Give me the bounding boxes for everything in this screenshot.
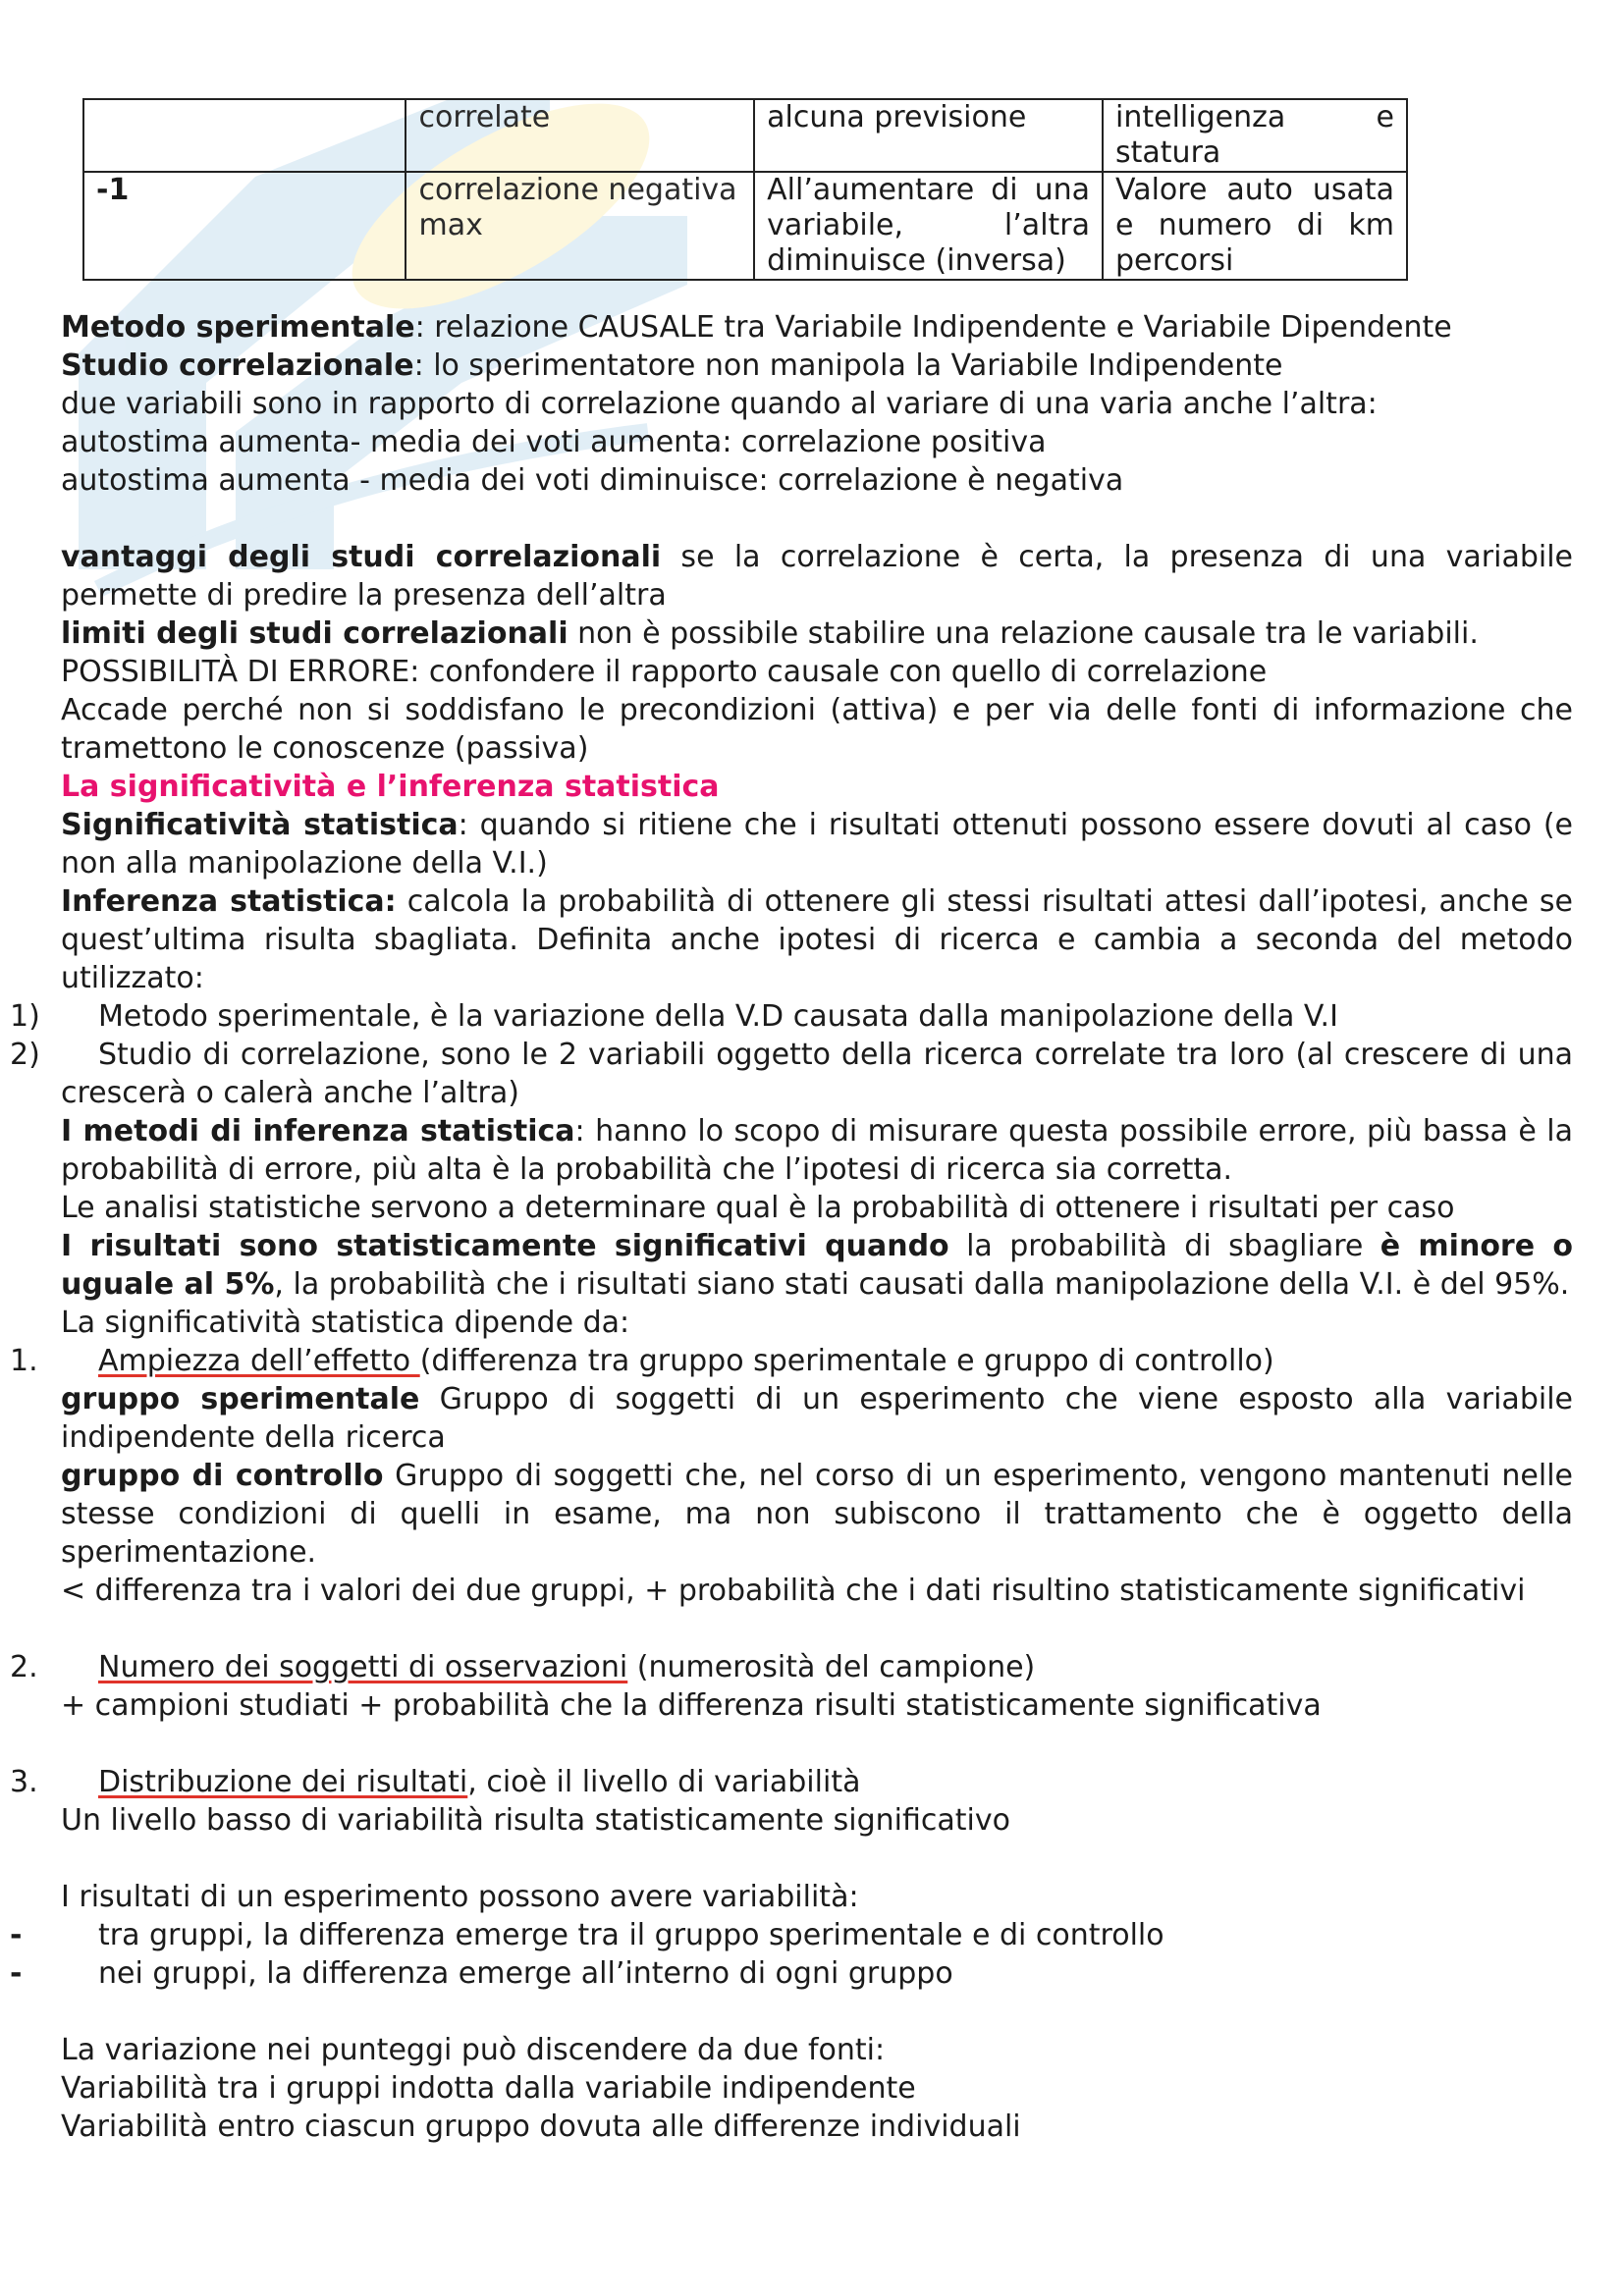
paragraph: < differenza tra i valori dei due gruppi, + probabilità che i dati risultino statisticamente significativi xyxy=(61,1574,1526,1608)
table-cell-coefficient xyxy=(83,99,406,172)
paragraph xyxy=(61,308,1573,347)
term-text: Gruppo di soggetti di un esperimento che viene esposto alla variabile indipendente della ricerca xyxy=(61,1382,1573,1455)
list-item xyxy=(10,1648,1573,1686)
list-marker: 1. xyxy=(10,1344,38,1378)
list-marker: 1) xyxy=(10,999,40,1034)
list-item xyxy=(10,997,1573,1036)
paragraph: Un livello basso di variabilità risulta statisticamente significativo xyxy=(61,1803,1010,1838)
list-text: (numerosità del campione) xyxy=(627,1650,1036,1684)
paragraph: La variazione nei punteggi può discendere da due fonti: xyxy=(61,2033,886,2067)
table-cell-effect: alcuna previsione xyxy=(754,99,1103,172)
paragraph xyxy=(61,1227,1573,1304)
list-item xyxy=(10,1954,1573,1993)
list-item xyxy=(10,1036,1573,1112)
paragraph xyxy=(61,1457,1573,1572)
paragraph xyxy=(61,538,1573,614)
term-label: I metodi di inferenza statistica xyxy=(61,1114,575,1148)
term-text: : relazione CAUSALE tra Variabile Indipendente e Variabile Dipendente xyxy=(414,310,1452,345)
underlined-term: Numero dei soggetti di osservazioni xyxy=(98,1650,628,1684)
paragraph: I risultati di un esperimento possono avere variabilità: xyxy=(61,1880,859,1914)
table-cell-effect: All’aumentare di una variabile, l’altra diminuisce (inversa) xyxy=(754,172,1103,280)
paragraph xyxy=(61,882,1573,997)
list-text: Studio di correlazione, sono le 2 variabili oggetto della ricerca correlate tra loro (al crescere di una crescerà o calerà anche l’altra) xyxy=(61,1038,1573,1110)
term-text: : lo sperimentatore non manipola la Variabile Indipendente xyxy=(413,348,1283,383)
term-text: : quando si ritiene che i risultati ottenuti possono essere dovuti al caso (e non alla manipolazione della V.I.) xyxy=(61,808,1573,881)
underlined-term: Ampiezza dell’effetto xyxy=(98,1344,420,1378)
table-row xyxy=(83,99,1407,172)
list-item xyxy=(10,1342,1573,1380)
paragraph: Variabilità entro ciascun gruppo dovuta alle differenze individuali xyxy=(61,2109,1021,2144)
term-label: è minore o uguale al 5% xyxy=(61,1229,1573,1302)
paragraph xyxy=(61,1112,1573,1189)
term-label: limiti degli studi correlazionali xyxy=(61,616,568,651)
term-text: la probabilità di sbagliare xyxy=(948,1229,1380,1263)
list-item xyxy=(10,1916,1573,1954)
term-text: se la correlazione è certa, la presenza di una variabile permette di predire la presenza dell’altra xyxy=(61,540,1573,613)
table-cell-example: Valore auto usata e numero di km percorsi xyxy=(1103,172,1407,280)
list-marker: 3. xyxy=(10,1765,38,1799)
paragraph xyxy=(61,806,1573,882)
paragraph: + campioni studiati + probabilità che la differenza risulti statisticamente significativa xyxy=(61,1688,1322,1723)
paragraph: autostima aumenta- media dei voti aumenta: correlazione positiva xyxy=(61,425,1047,459)
paragraph xyxy=(61,1380,1573,1457)
term-label: gruppo di controllo xyxy=(61,1459,384,1493)
list-marker: 2) xyxy=(10,1038,40,1072)
term-label: gruppo sperimentale xyxy=(61,1382,420,1416)
term-text: Gruppo di soggetti che, nel corso di un esperimento, vengono mantenuti nelle stesse condizioni di quelli in esame, ma non subiscono il trattamento che è oggetto della sperimentazione. xyxy=(61,1459,1573,1570)
list-text: Metodo sperimentale, è la variazione della V.D causata dalla manipolazione della V.I xyxy=(98,999,1338,1034)
list-text: (differenza tra gruppo sperimentale e gruppo di controllo) xyxy=(419,1344,1274,1378)
term-label: Significatività statistica xyxy=(61,808,459,842)
underlined-term: Distribuzione dei risultati xyxy=(98,1765,468,1799)
list-marker: - xyxy=(10,1918,23,1952)
list-marker: 2. xyxy=(10,1650,38,1684)
paragraph: POSSIBILITÀ DI ERRORE: confondere il rapporto causale con quello di correlazione xyxy=(61,655,1268,689)
term-label: I risultati sono statisticamente significativi quando xyxy=(61,1229,949,1263)
term-text: : hanno lo scopo di misurare questa possibile errore, più bassa è la probabilità di errore, più alta è la probabilità che l’ipotesi di ricerca sia corretta. xyxy=(61,1114,1573,1187)
list-text: nei gruppi, la differenza emerge all’interno di ogni gruppo xyxy=(98,1956,953,1991)
term-text: calcola la probabilità di ottenere gli stessi risultati attesi dall’ipotesi, anche se quest’ultima risulta sbagliata. Definita anche ipotesi di ricerca e cambia a seconda del metodo utilizzato: xyxy=(61,884,1574,995)
paragraph: La significatività statistica dipende da: xyxy=(61,1306,630,1340)
table-cell-coefficient: -1 xyxy=(83,172,406,280)
paragraph: Variabilità tra i gruppi indotta dalla variabile indipendente xyxy=(61,2071,916,2106)
list-text: , cioè il livello di variabilità xyxy=(467,1765,861,1799)
list-item xyxy=(10,1763,1573,1801)
section-title: La significatività e l’inferenza statistica xyxy=(61,770,720,804)
term-label: Metodo sperimentale xyxy=(61,310,415,345)
term-label: Inferenza statistica: xyxy=(61,884,397,919)
body-text xyxy=(10,308,1574,2146)
correlation-table xyxy=(82,98,1408,281)
list-marker: - xyxy=(10,1956,23,1991)
paragraph: autostima aumenta - media dei voti diminuisce: correlazione è negativa xyxy=(61,463,1124,498)
table-cell-label: correlate xyxy=(406,99,754,172)
term-text: non è possibile stabilire una relazione causale tra le variabili. xyxy=(568,616,1479,651)
paragraph xyxy=(61,614,1573,653)
term-label: Studio correlazionale xyxy=(61,348,414,383)
table-row xyxy=(83,172,1407,280)
paragraph: Accade perché non si soddisfano le precondizioni (attiva) e per via delle fonti di informazione che tramettono le conoscenze (passiva) xyxy=(61,693,1573,766)
table-cell-label: correlazione negativa max xyxy=(406,172,754,280)
list-text: tra gruppi, la differenza emerge tra il gruppo sperimentale e di controllo xyxy=(98,1918,1164,1952)
table-cell-example: intelligenza e statura xyxy=(1103,99,1407,172)
paragraph: due variabili sono in rapporto di correlazione quando al variare di una varia anche l’altra: xyxy=(61,387,1378,421)
term-text: , la probabilità che i risultati siano stati causati dalla manipolazione della V.I. è del 95%. xyxy=(274,1267,1570,1302)
paragraph xyxy=(61,347,1573,385)
paragraph: Le analisi statistiche servono a determinare qual è la probabilità di ottenere i risultati per caso xyxy=(61,1191,1455,1225)
term-label: vantaggi degli studi correlazionali xyxy=(61,540,662,574)
